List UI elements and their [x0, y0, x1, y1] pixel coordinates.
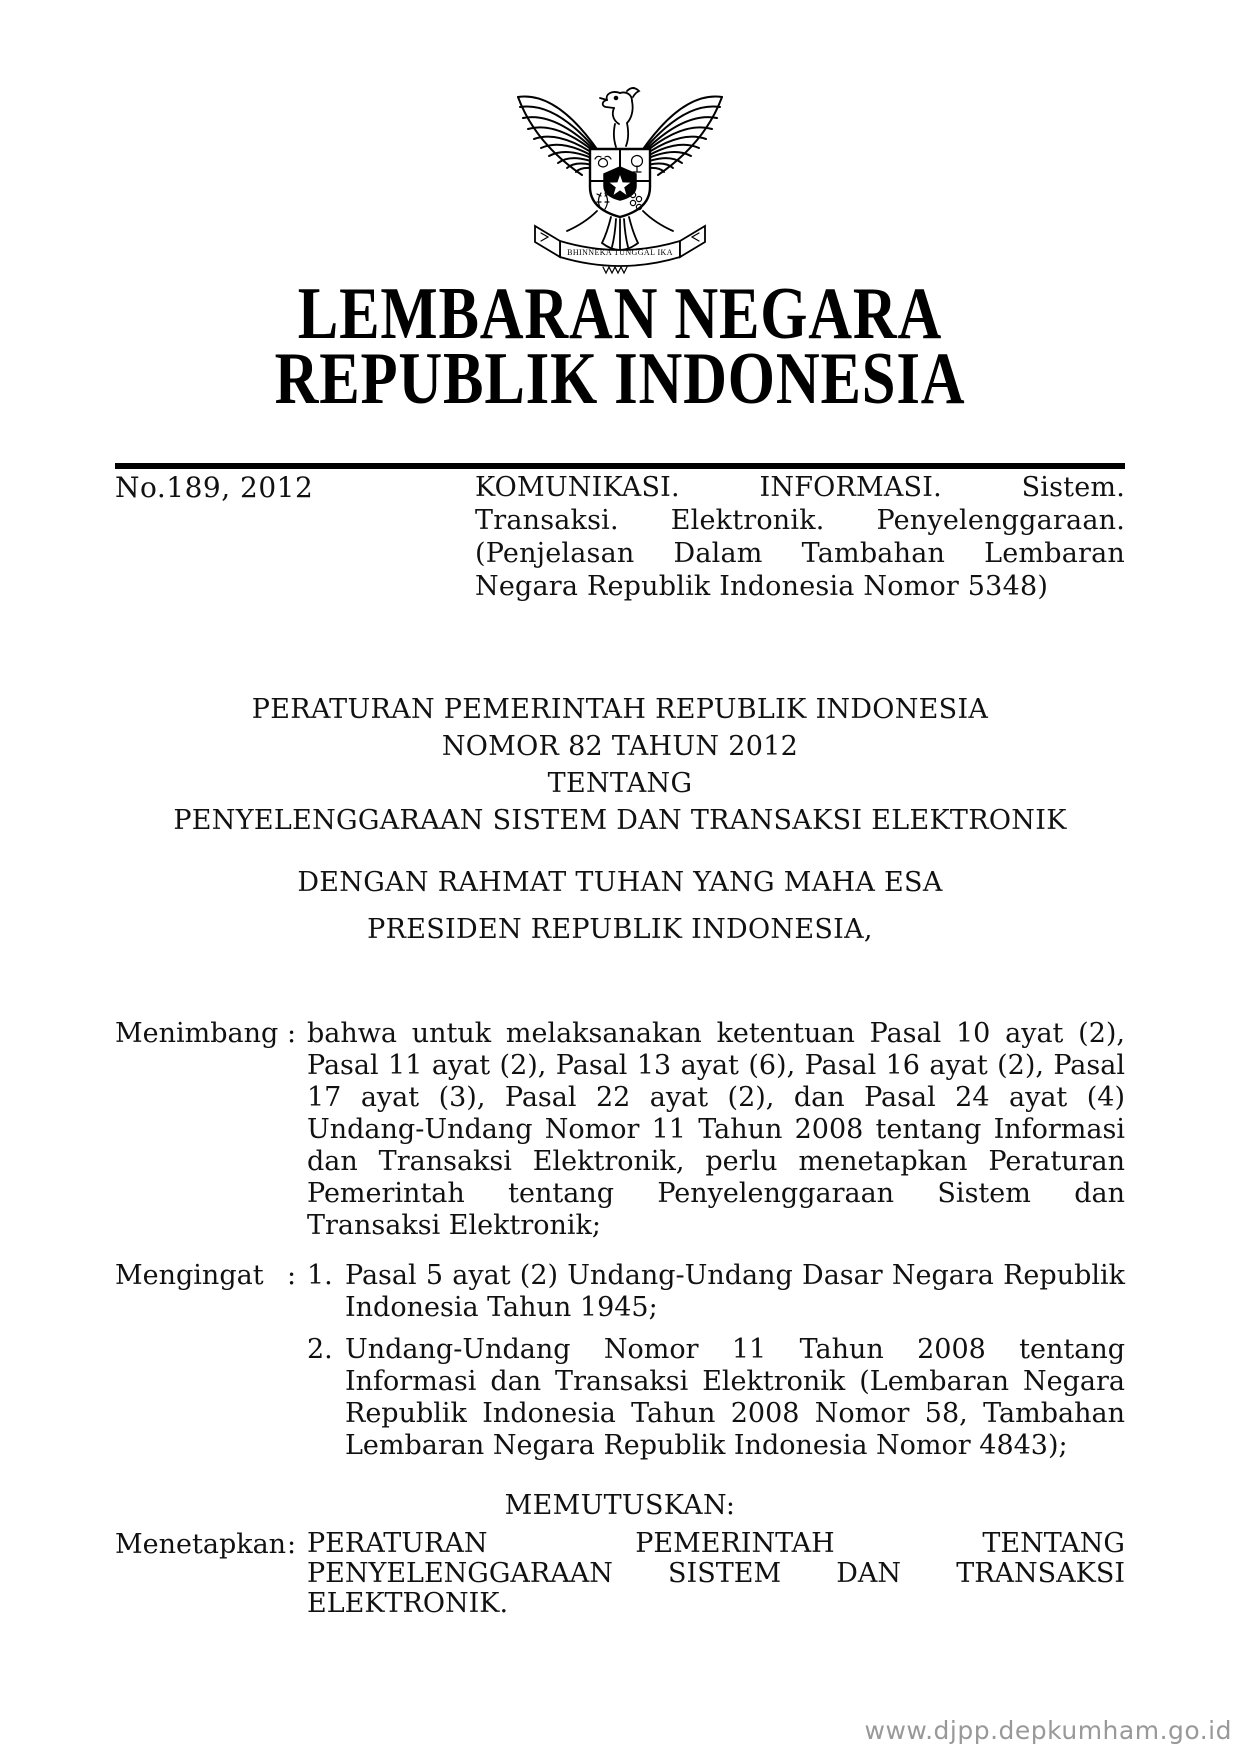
garuda-pancasila-icon	[515, 83, 725, 275]
recalling-colon: :	[287, 1260, 297, 1291]
masthead-rule	[115, 463, 1125, 469]
enacting-text: PERATURAN PEMERINTAH TENTANG PENYELENGGARAAN SISTEM DAN TRANSAKSI ELEKTRONIK.	[307, 1528, 1125, 1619]
considering-colon: :	[287, 1018, 297, 1049]
considering-clause	[115, 1018, 1125, 1242]
regulation-title-line2: NOMOR 82 TAHUN 2012	[441, 731, 799, 762]
pancasila-shield	[590, 149, 650, 217]
gazette-title-line1: LEMBARAN NEGARA	[297, 273, 943, 355]
edition-number: No.189, 2012	[115, 471, 314, 504]
list-item	[307, 1334, 1125, 1462]
eagle-head	[600, 88, 639, 124]
authority-line: PRESIDEN REPUBLIK INDONESIA,	[367, 914, 873, 945]
invocation-line: DENGAN RAHMAT TUHAN YANG MAHA ESA	[297, 867, 943, 898]
considering-label: Menimbang	[115, 1018, 279, 1049]
enacting-label: Menetapkan	[115, 1529, 287, 1560]
recalling-label: Mengingat	[115, 1260, 264, 1291]
garuda-pancasila-emblem	[515, 83, 725, 275]
enacting-clause	[115, 1529, 1125, 1619]
list-item-number: 1.	[307, 1260, 333, 1291]
list-item	[307, 1260, 1125, 1324]
regulation-title-line3: TENTANG	[547, 768, 693, 799]
emblem-motto: BHINNEKA TUNGGAL IKA	[567, 248, 673, 257]
regulation-title-block	[0, 691, 1240, 839]
considering-text: bahwa untuk melaksanakan ketentuan Pasal 10 ayat (2), Pasal 11 ayat (2), Pasal 13 ayat (6), Pasal 16 ayat (2), Pasal 17 ayat (3), Pasal 22 ayat (2), dan Pasal 24 ayat (4) Undang-Undang Nomor 11 Tahun 2008 tentang Informasi dan Transaksi Elektronik, perlu menetapkan Peraturan Pemerintah tentang Penyelenggaraan Sistem dan Transaksi Elektronik;	[307, 1018, 1125, 1241]
enacting-colon: :	[287, 1529, 297, 1560]
recalling-clause	[115, 1260, 1125, 1462]
regulation-title-line4: PENYELENGGARAAN SISTEM DAN TRANSAKSI ELEKTRONIK	[173, 805, 1067, 836]
decision-heading: MEMUTUSKAN:	[504, 1490, 736, 1521]
recalling-list	[307, 1260, 1125, 1462]
list-item-number: 2.	[307, 1334, 333, 1365]
regulation-title-line1: PERATURAN PEMERINTAH REPUBLIK INDONESIA	[251, 694, 989, 725]
list-item-text: Pasal 5 ayat (2) Undang-Undang Dasar Negara Republik Indonesia Tahun 1945;	[345, 1260, 1125, 1323]
gazette-title-line2: REPUBLIK INDONESIA	[274, 338, 966, 420]
masthead-row	[115, 471, 1125, 603]
list-item-text: Undang-Undang Nomor 11 Tahun 2008 tentang Informasi dan Transaksi Elektronik (Lembaran Negara Republik Indonesia Tahun 2008 Nomor 58, Tambahan Lembaran Negara Republik Indonesia Nomor 4843);	[345, 1334, 1125, 1461]
footer-website-url: www.djpp.depkumham.go.id	[864, 1716, 1232, 1745]
subject-abstract: KOMUNIKASI. INFORMASI. Sistem. Transaksi. Elektronik. Penyelenggaraan. (Penjelasan Dalam Tambahan Lembaran Negara Republik Indonesia Nomor 5348)	[475, 472, 1125, 602]
